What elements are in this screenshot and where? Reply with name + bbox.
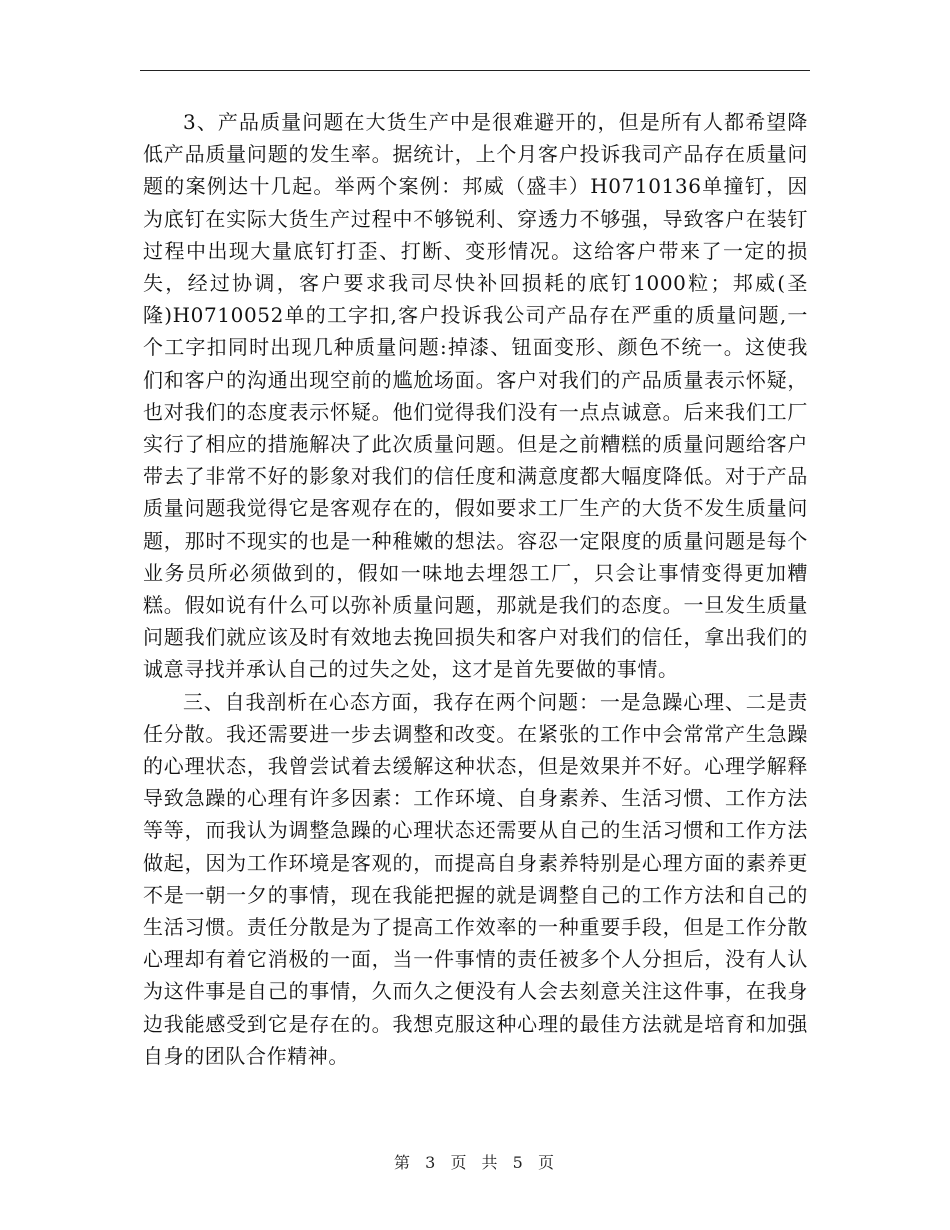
- footer-total-word: 共: [481, 1153, 500, 1172]
- paragraph-quality-issues: 3、产品质量问题在大货生产中是很难避开的，但是所有人都希望降低产品质量问题的发生率。据统计，上个月客户投诉我司产品存在质量问题的案例达十几起。举两个案例：邦威（盛丰）H0710136单撞钉，因为底钉在实际大货生产过程中不够锐利、穿透力不够强，导致客户在装钉过程中出现大量底钉打歪、打断、变形情况。这给客户带来了一定的损失，经过协调，客户要求我司尽快补回损耗的底钉1000粒；邦威(圣隆)H0710052单的工字扣,客户投诉我公司产品存在严重的质量问题,一个工字扣同时出现几种质量问题:掉漆、钮面变形、颜色不统一。这使我们和客户的沟通出现空前的尴尬场面。客户对我们的产品质量表示怀疑，也对我们的态度表示怀疑。他们觉得我们没有一点点诚意。后来我们工厂实行了相应的措施解决了此次质量问题。但是之前糟糕的质量问题给客户带去了非常不好的影象对我们的信任度和满意度都大幅度降低。对于产品质量问题我觉得它是客观存在的，假如要求工厂生产的大货不发生质量问题，那时不现实的也是一种稚嫩的想法。容忍一定限度的质量问题是每个业务员所必须做到的，假如一味地去埋怨工厂，只会让事情变得更加糟糕。假如说有什么可以弥补质量问题，那就是我们的态度。一旦发生质量问题我们就应该及时有效地去挽回损失和客户对我们的信任，拿出我们的诚意寻找并承认自己的过失之处，这才是首先要做的事情。: [143, 110, 808, 682]
- footer-page-word: 页: [450, 1153, 469, 1172]
- header-rule: [140, 70, 810, 71]
- footer-current-page: 3: [425, 1153, 438, 1172]
- footer-total-pages: 5: [512, 1153, 525, 1172]
- footer-suffix: 页: [537, 1153, 556, 1172]
- footer-prefix: 第: [394, 1153, 413, 1172]
- page-footer: [0, 1150, 950, 1173]
- paragraph-self-analysis: 三、自我剖析在心态方面，我存在两个问题：一是急躁心理、二是责任分散。我还需要进一步去调整和改变。在紧张的工作中会常常产生急躁的心理状态，我曾尝试着去缓解这种状态，但是效果并不好。心理学解释导致急躁的心理有许多因素：工作环境、自身素养、生活习惯、工作方法等等，而我认为调整急躁的心理状态还需要从自己的生活习惯和工作方法做起，因为工作环境是客观的，而提高自身素养特别是心理方面的素养更不是一朝一夕的事情，现在我能把握的就是调整自己的工作方法和自己的生活习惯。责任分散是为了提高工作效率的一种重要手段，但是工作分散心理却有着它消极的一面，当一件事情的责任被多个人分担后，没有人认为这件事是自己的事情，久而久之便没有人会去刻意关注这件事，在我身边我能感受到它是存在的。我想克服这种心理的最佳方法就是培育和加强自身的团队合作精神。: [143, 689, 808, 1068]
- document-body: [143, 106, 808, 1072]
